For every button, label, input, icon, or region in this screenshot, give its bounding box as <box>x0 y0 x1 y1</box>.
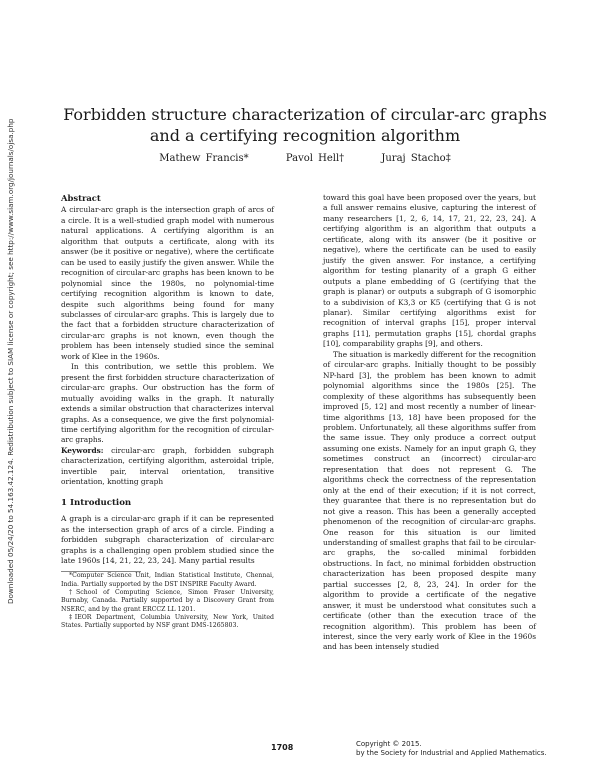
title-line-1: Forbidden structure characterization of circular-arc graphs <box>63 105 547 124</box>
keywords-label: Keywords: <box>61 445 104 455</box>
intro-paragraph-1: A graph is a circular-arc graph if it can be represented as the intersection graph of arcs of a circle. Finding a forbidden subgraph characterization of circular-arc graphs is a challenging open problem studied since the late 1960s [14, 21, 22, 23, 24]. Many partial results <box>61 514 274 565</box>
author-list <box>60 153 550 164</box>
keywords-text: circular-arc graph, forbidden subgraph characterization, certifying algorithm, asteroidal triple, invertible pair, interval orientation, transitive orientation, knotting graph <box>61 445 274 487</box>
author-francis: Mathew Francis* <box>159 153 249 164</box>
abstract-heading: Abstract <box>61 193 101 203</box>
keywords <box>61 446 274 488</box>
abstract-paragraph-2: In this contribution, we settle this problem. We present the first forbidden structure characterization of circular-arc graphs. Our obstruction has the form of mutually avoiding walks in the graph. It naturally extends a similar obstruction that characterizes interval graphs. As a consequence, we give the first polynomial-time certifying algorithm for the recognition of circular-arc graphs. <box>61 362 274 445</box>
abstract-paragraph-1: A circular-arc graph is the intersection graph of arcs of a circle. It is a well-studied graph model with numerous natural applications. A certifying algorithm is an algorithm that outputs a certificate, along with its answer (be it positive or negative), where the certificate can be used to easily justify the given answer. While the recognition of circular-arc graphs has been known to be polynomial since the 1980s, no polynomial-time certifying recognition algorithm is known to date, despite such algorithms being found for many subclasses of circular-arc graphs. This is largely due to the fact that a forbidden structure characterization of circular-arc graphs is not known, even though the problem has been intensely studied since the seminal work of Klee in the 1960s. <box>61 205 274 361</box>
right-paragraph-1: toward this goal have been proposed over the years, but a full answer remains elusive, capturing the interest of many researchers [1, 2, 6, 14, 17, 21, 22, 23, 24]. A certifying algorithm is an algorithm that outputs a certificate, along with its answer (be it positive or negative), where the certificate can be used to easily justify the given answer. For instance, a certifying algorithm for testing planarity of a graph G either outputs a plane embedding of G (certifying that the graph is planar) or outputs a subgraph of G isomorphic to a subdivision of K3,3 or K5 (certifying that G is not planar). Similar certifying algorithms exist for recognition of interval graphs [15], proper interval graphs [11], permutation graphs [15], chordal graphs [10], comparability graphs [9], and others. <box>323 193 536 349</box>
download-notice <box>6 104 16 604</box>
right-column <box>323 193 536 653</box>
footnote-1: *Computer Science Unit, Indian Statistical Institute, Chennai, India. Partially supported by the DST INSPIRE Faculty Award. <box>61 572 274 588</box>
footnote-2: †School of Computing Science, Simon Fraser University, Burnaby, Canada. Partially supported by a Discovery Grant from NSERC, and by the grant ERCCZ LL 1201. <box>61 589 274 613</box>
title-line-2: and a certifying recognition algorithm <box>149 126 461 145</box>
download-notice-text: Downloaded 05/24/20 to 54.163.42.124. Redistribution subject to SIAM license or copyright; see http://www.siam.org/journals/ojsa.php <box>6 118 15 604</box>
left-column <box>61 193 274 630</box>
paper-title <box>60 104 550 146</box>
right-paragraph-2: The situation is markedly different for the recognition of circular-arc graphs. Initially thought to be possibly NP-hard [3], the problem has been known to admit polynomial algorithms since the 1980s [25]. The complexity of these algorithms has subsequently been improved [5, 12] and most recently a number of linear-time algorithms [13, 18] have been proposed for the problem. Unfortunately, all these algorithms suffer from the same issue. They only produce a correct output assuming one exists. Namely for an input graph G, they sometimes construct an (incorrect) circular-arc representation that does not represent G. The algorithms check the correctness of the representation only at the end of their execution; if it is not correct, they guarantee that there is no representation but do not give a reason. This has been a generally accepted phenomenon of the recognition of circular-arc graphs. One reason for this situation is our limited understanding of smallest graphs that fail to be circular-arc graphs, the so-called minimal forbidden obstructions. In fact, no minimal forbidden obstruction characterization has been proposed despite many partial successes [2, 8, 23, 24]. In order for the algorithm to provide a certificate of the negative answer, it must be understood what consitutes such a certificate (other than the execution trace of the recognition algorithm). This problem has been of interest, since the very early work of Klee in the 1960s and has been intensely studied <box>323 349 536 652</box>
section-heading-introduction: 1 Introduction <box>61 497 132 508</box>
copyright-line-1: Copyright © 2015. <box>356 740 422 748</box>
copyright-line-2: by the Society for Industrial and Applied Mathematics. <box>356 749 547 757</box>
page-number: 1708 <box>271 743 294 752</box>
footnote-3: ‡IEOR Department, Columbia University, New York, United States. Partially supported by NSF grant DMS-1265803. <box>61 613 274 630</box>
copyright-notice <box>356 740 547 758</box>
author-hell: Pavol Hell† <box>285 153 345 164</box>
author-stacho: Juraj Stacho‡ <box>381 153 451 164</box>
